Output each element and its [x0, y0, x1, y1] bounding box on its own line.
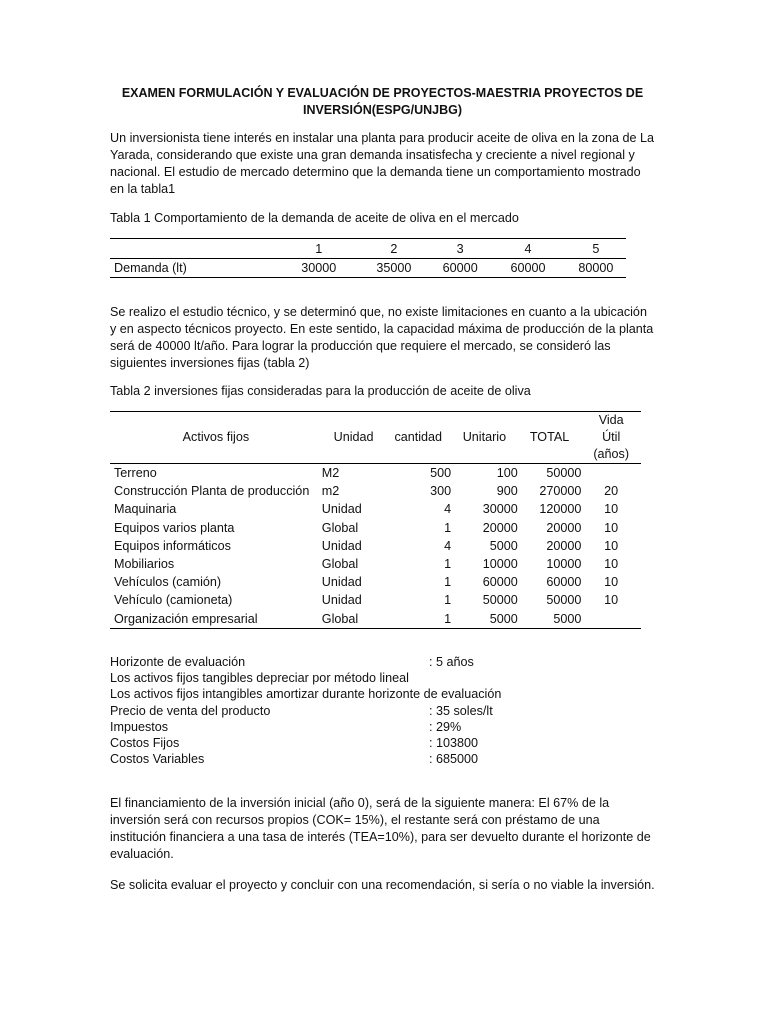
technical-study-paragraph: Se realizo el estudio técnico, y se determinó que, no existe limitaciones en cuanto a la ubicación y en aspecto técnicos proyecto. En este sentido, la capacidad máxima de producción de la planta será de 40000 lt/año. Para lograr la producción que requiere el mercado, se consideró las siguientes inversiones fijas (tabla 2)	[110, 305, 654, 370]
cell-asset: Maquinaria	[114, 502, 177, 517]
cell-quantity: 500	[430, 466, 452, 481]
cell-unit: Global	[321, 611, 359, 626]
cell-unit: Unidad	[321, 593, 362, 608]
cell-useful-life: 10	[604, 538, 619, 553]
cell-useful-life	[581, 610, 641, 629]
cell-total: 5000	[553, 611, 582, 626]
parameter-value: : 5 años	[429, 655, 474, 669]
cell-unit-price: 10000	[482, 557, 518, 572]
cell-quantity: 1	[444, 611, 452, 626]
cell-unit: m2	[321, 484, 340, 499]
intro-paragraph: Un inversionista tiene interés en instalar una planta para producir aceite de oliva en la zona de La Yarada, considerando que existe una gran demanda insatisfecha y creciente a nivel regional y nacional. El estudio de mercado determino que la demanda tiene un comportamiento mostrado en la tabla1	[110, 131, 654, 196]
fixed-assets-table	[110, 411, 641, 629]
cell-total: 50000	[546, 593, 582, 608]
page-title: EXAMEN FORMULACIÓN Y EVALUACIÓN DE PROYECTOS-MAESTRIA PROYECTOS DE INVERSIÓN(ESPG/UNJBG)	[121, 86, 644, 117]
header-asset: Activos fijos	[182, 430, 250, 444]
cell-useful-life: 20	[604, 484, 619, 499]
table-row	[110, 555, 641, 573]
header-useful-life-line1: Vida	[598, 413, 624, 427]
demand-row	[110, 259, 626, 278]
parameter-row	[110, 703, 670, 719]
cell-useful-life: 10	[604, 575, 619, 590]
table-row	[110, 482, 641, 500]
cell-asset: Vehículo (camioneta)	[114, 593, 233, 608]
cell-unit-price: 50000	[482, 593, 518, 608]
parameter-row	[110, 735, 670, 751]
cell-useful-life: 10	[604, 557, 619, 572]
table-row	[110, 573, 641, 591]
year-header: 5	[592, 241, 600, 256]
cell-asset: Organización empresarial	[114, 611, 258, 626]
cell-useful-life	[581, 464, 641, 483]
parameter-row	[110, 719, 670, 735]
cell-unit: Global	[321, 557, 359, 572]
cell-unit-price: 5000	[489, 538, 518, 553]
cell-unit: Unidad	[321, 502, 362, 517]
cell-unit-price: 20000	[482, 520, 518, 535]
cell-asset: Construcción Planta de producción	[114, 484, 310, 499]
table-row	[110, 464, 641, 483]
cell-asset: Terreno	[114, 466, 157, 481]
demand-value: 80000	[578, 261, 614, 275]
parameter-label: Costos Fijos	[110, 735, 180, 750]
header-unit: Unidad	[333, 430, 374, 444]
year-header: 4	[524, 241, 532, 256]
cell-asset: Equipos varios planta	[114, 520, 235, 535]
parameter-value: : 35 soles/lt	[429, 703, 493, 718]
table-row	[110, 591, 641, 609]
parameter-label: Los activos fijos intangibles amortizar durante horizonte de evaluación	[110, 687, 502, 702]
table2-caption: Tabla 2 inversiones fijas consideradas para la producción de aceite de oliva	[110, 384, 531, 398]
cell-quantity: 1	[444, 557, 452, 572]
cell-quantity: 1	[444, 520, 452, 535]
cell-asset: Vehículos (camión)	[114, 575, 222, 590]
parameter-row	[110, 670, 670, 686]
cell-total: 20000	[546, 520, 582, 535]
evaluation-parameters	[110, 654, 670, 767]
parameter-row	[110, 751, 670, 767]
demand-row-label: Demanda (lt)	[114, 261, 187, 275]
cell-useful-life: 10	[604, 520, 619, 535]
cell-quantity: 4	[444, 502, 452, 517]
cell-unit: Global	[321, 520, 359, 535]
cell-unit-price: 30000	[482, 502, 518, 517]
cell-unit-price: 100	[496, 466, 518, 481]
year-header: 2	[390, 241, 398, 256]
table-row	[110, 537, 641, 555]
parameter-label: Impuestos	[110, 719, 169, 734]
header-quantity: cantidad	[394, 430, 443, 444]
header-useful-life-line3: (años)	[593, 447, 630, 461]
parameter-label: Horizonte de evaluación	[110, 655, 246, 669]
demand-table-header-row	[110, 239, 626, 259]
parameter-row	[110, 654, 670, 670]
fixed-assets-header-row	[110, 412, 641, 464]
table-row	[110, 519, 641, 537]
financing-paragraph: El financiamiento de la inversión inicial (año 0), será de la siguiente manera: El 67% de la inversión será con recursos propios (COK= 15%), el restante será con préstamo de una institución financiera a una tasa de interés (TEA=10%), para ser devuelto durante el horizonte de evaluación.	[110, 796, 651, 861]
cell-quantity: 1	[444, 593, 452, 608]
parameter-value: : 103800	[429, 735, 479, 750]
parameter-value: : 685000	[429, 752, 479, 767]
cell-total: 120000	[539, 502, 582, 517]
cell-total: 270000	[539, 484, 582, 499]
cell-asset: Equipos informáticos	[114, 538, 231, 553]
cell-asset: Mobiliarios	[114, 557, 175, 572]
demand-value: 60000	[510, 261, 546, 275]
cell-quantity: 300	[430, 484, 452, 499]
demand-value: 60000	[442, 261, 478, 275]
cell-unit-price: 900	[496, 484, 518, 499]
cell-useful-life: 10	[604, 593, 619, 608]
table-row	[110, 500, 641, 518]
cell-total: 60000	[546, 575, 582, 590]
year-header: 3	[456, 241, 464, 256]
header-useful-life	[581, 412, 641, 464]
cell-unit: Unidad	[321, 575, 362, 590]
year-header: 1	[315, 241, 323, 256]
cell-total: 50000	[546, 466, 582, 481]
parameter-row	[110, 686, 670, 702]
cell-quantity: 1	[444, 575, 452, 590]
header-useful-life-line2: Útil	[602, 430, 621, 444]
demand-table	[110, 238, 626, 278]
cell-total: 20000	[546, 538, 582, 553]
cell-unit-price: 5000	[489, 611, 518, 626]
parameter-label: Precio de venta del producto	[110, 703, 271, 718]
cell-unit: M2	[321, 466, 340, 481]
table1-caption: Tabla 1 Comportamiento de la demanda de aceite de oliva en el mercado	[110, 211, 519, 225]
request-paragraph: Se solicita evaluar el proyecto y concluir con una recomendación, si sería o no viable la inversión.	[110, 878, 655, 892]
parameter-label: Costos Variables	[110, 752, 205, 767]
demand-value: 30000	[301, 261, 337, 275]
parameter-label: Los activos fijos tangibles depreciar por método lineal	[110, 671, 409, 686]
parameter-value: : 29%	[429, 719, 462, 734]
cell-useful-life: 10	[604, 502, 619, 517]
demand-table-corner	[110, 239, 280, 259]
cell-unit: Unidad	[321, 538, 362, 553]
cell-quantity: 4	[444, 538, 452, 553]
cell-total: 10000	[546, 557, 582, 572]
header-unit-price: Unitario	[462, 430, 507, 444]
table-row	[110, 610, 641, 629]
cell-unit-price: 60000	[482, 575, 518, 590]
header-total: TOTAL	[529, 430, 570, 444]
demand-value: 35000	[376, 261, 412, 275]
